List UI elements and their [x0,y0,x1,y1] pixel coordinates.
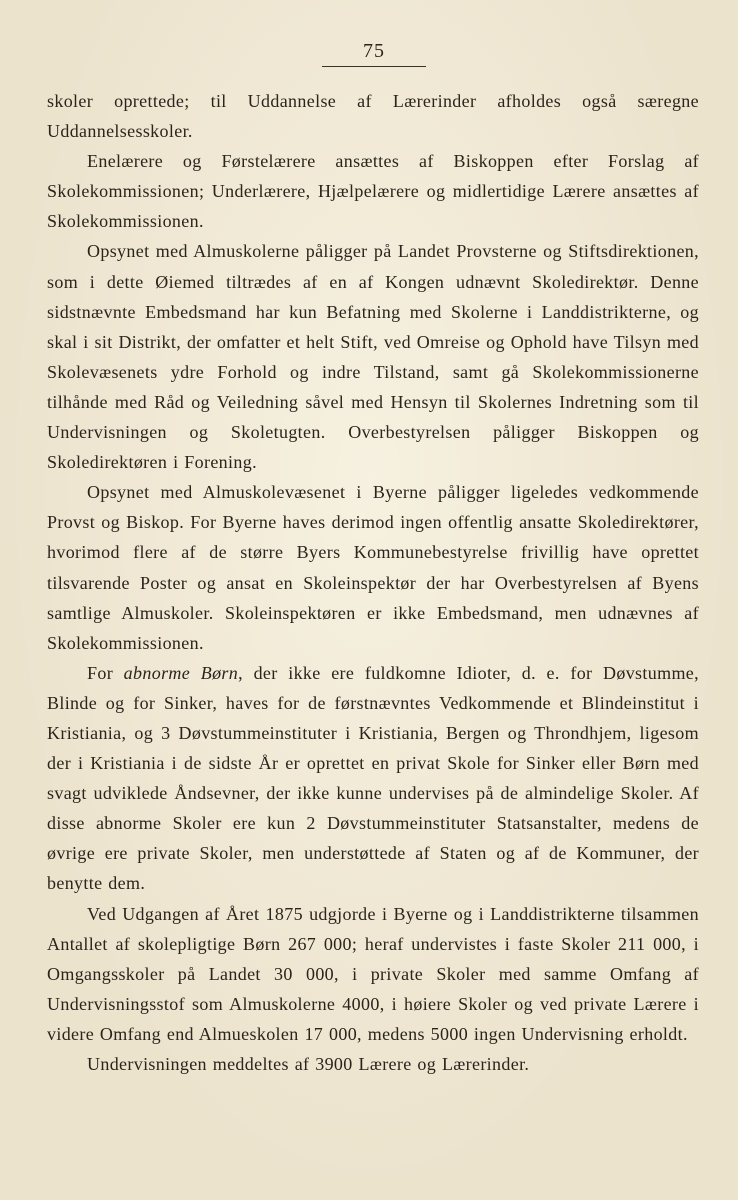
paragraph-5-body: , der ikke ere fuldkomne Idioter, d. e. for Døvstumme, Blinde og for Sinker, haves for de førstnævntes Vedkommende et Blindeinstitut i Kristiania, og 3 Døvstummeinstituter i Kristiania, Bergen og Throndhjem, ligesom der i Kristiania i de sidste År er oprettet en privat Skole for Sinker eller Børn med svagt udviklede Åndsevner, der ikke kunne undervises på de almindelige Skoler. Af disse abnorme Skoler ere kun 2 Døvstummeinstituter Statsanstalter, medens de øvrige ere private Skoler, men understøttede af Staten og af de Kommuner, der benytte dem. [47,662,699,894]
paragraph-3: Opsynet med Almuskolerne påligger på Landet Provsterne og Stiftsdirektionen, som i dette Øiemed tiltrædes af en af Kongen udnævnt Skoledirektør. Denne sidstnævnte Embedsmand har kun Befatning med Skolerne i Landdistrikterne, og skal i sit Distrikt, der omfatter et helt Stift, ved Omreise og Ophold have Tilsyn med Skolevæsenets ydre Forhold og indre Tilstand, samt gå Skolekommissionerne tilhånde med Råd og Veiledning såvel med Hensyn til Skolernes Indretning som til Undervisningen og Skoletugten. Overbestyrelsen påligger Biskoppen og Skoledirektøren i Forening. [47,241,699,473]
paragraph-1: skoler oprettede; til Uddannelse af Lærerinder afholdes også særegne Uddannelsesskoler. [47,91,699,142]
paragraph-7: Undervisningen meddeltes af 3900 Lærere og Lærerinder. [87,1054,530,1074]
body-text [47,86,699,1079]
page-number-rule [322,66,426,67]
paragraph-2: Enelærere og Førstelærere ansættes af Biskoppen efter Forslag af Skolekommissionen; Underlærere, Hjælpelærere og midlertidige Lærere ansættes af Skolekommissionen. [47,151,699,232]
page-number: 75 [363,40,385,62]
paragraph-5 [47,658,699,899]
paragraph-6: Ved Udgangen af Året 1875 udgjorde i Byerne og i Landdistrikterne tilsammen Antallet af skolepligtige Børn 267 000; heraf undervistes i faste Skoler 211 000, i Omgangsskoler på Landet 30 000, i private Skoler med samme Omfang af Undervisningsstof som Almuskolerne 4000, i høiere Skoler og ved private Lærere i videre Omfang end Almueskolen 17 000, medens 5000 ingen Undervisning erholdt. [47,903,699,1044]
paragraph-4: Opsynet med Almuskolevæsenet i Byerne påligger ligeledes vedkommende Provst og Biskop. For Byerne haves derimod ingen offentlig ansatte Skoledirektører, hvorimod flere af de større Byers Kommunebestyrelse frivillig have oprettet tilsvarende Poster og ansat en Skoleinspektør der har Overbestyrelsen af Byens samtlige Almuskoler. Skoleinspektøren er ikke Embedsmand, men udnævnes af Skolekommissionen. [47,482,699,653]
paragraph-5-lead: For [87,662,124,683]
paragraph-5-italic-term: abnorme Børn [123,662,239,683]
